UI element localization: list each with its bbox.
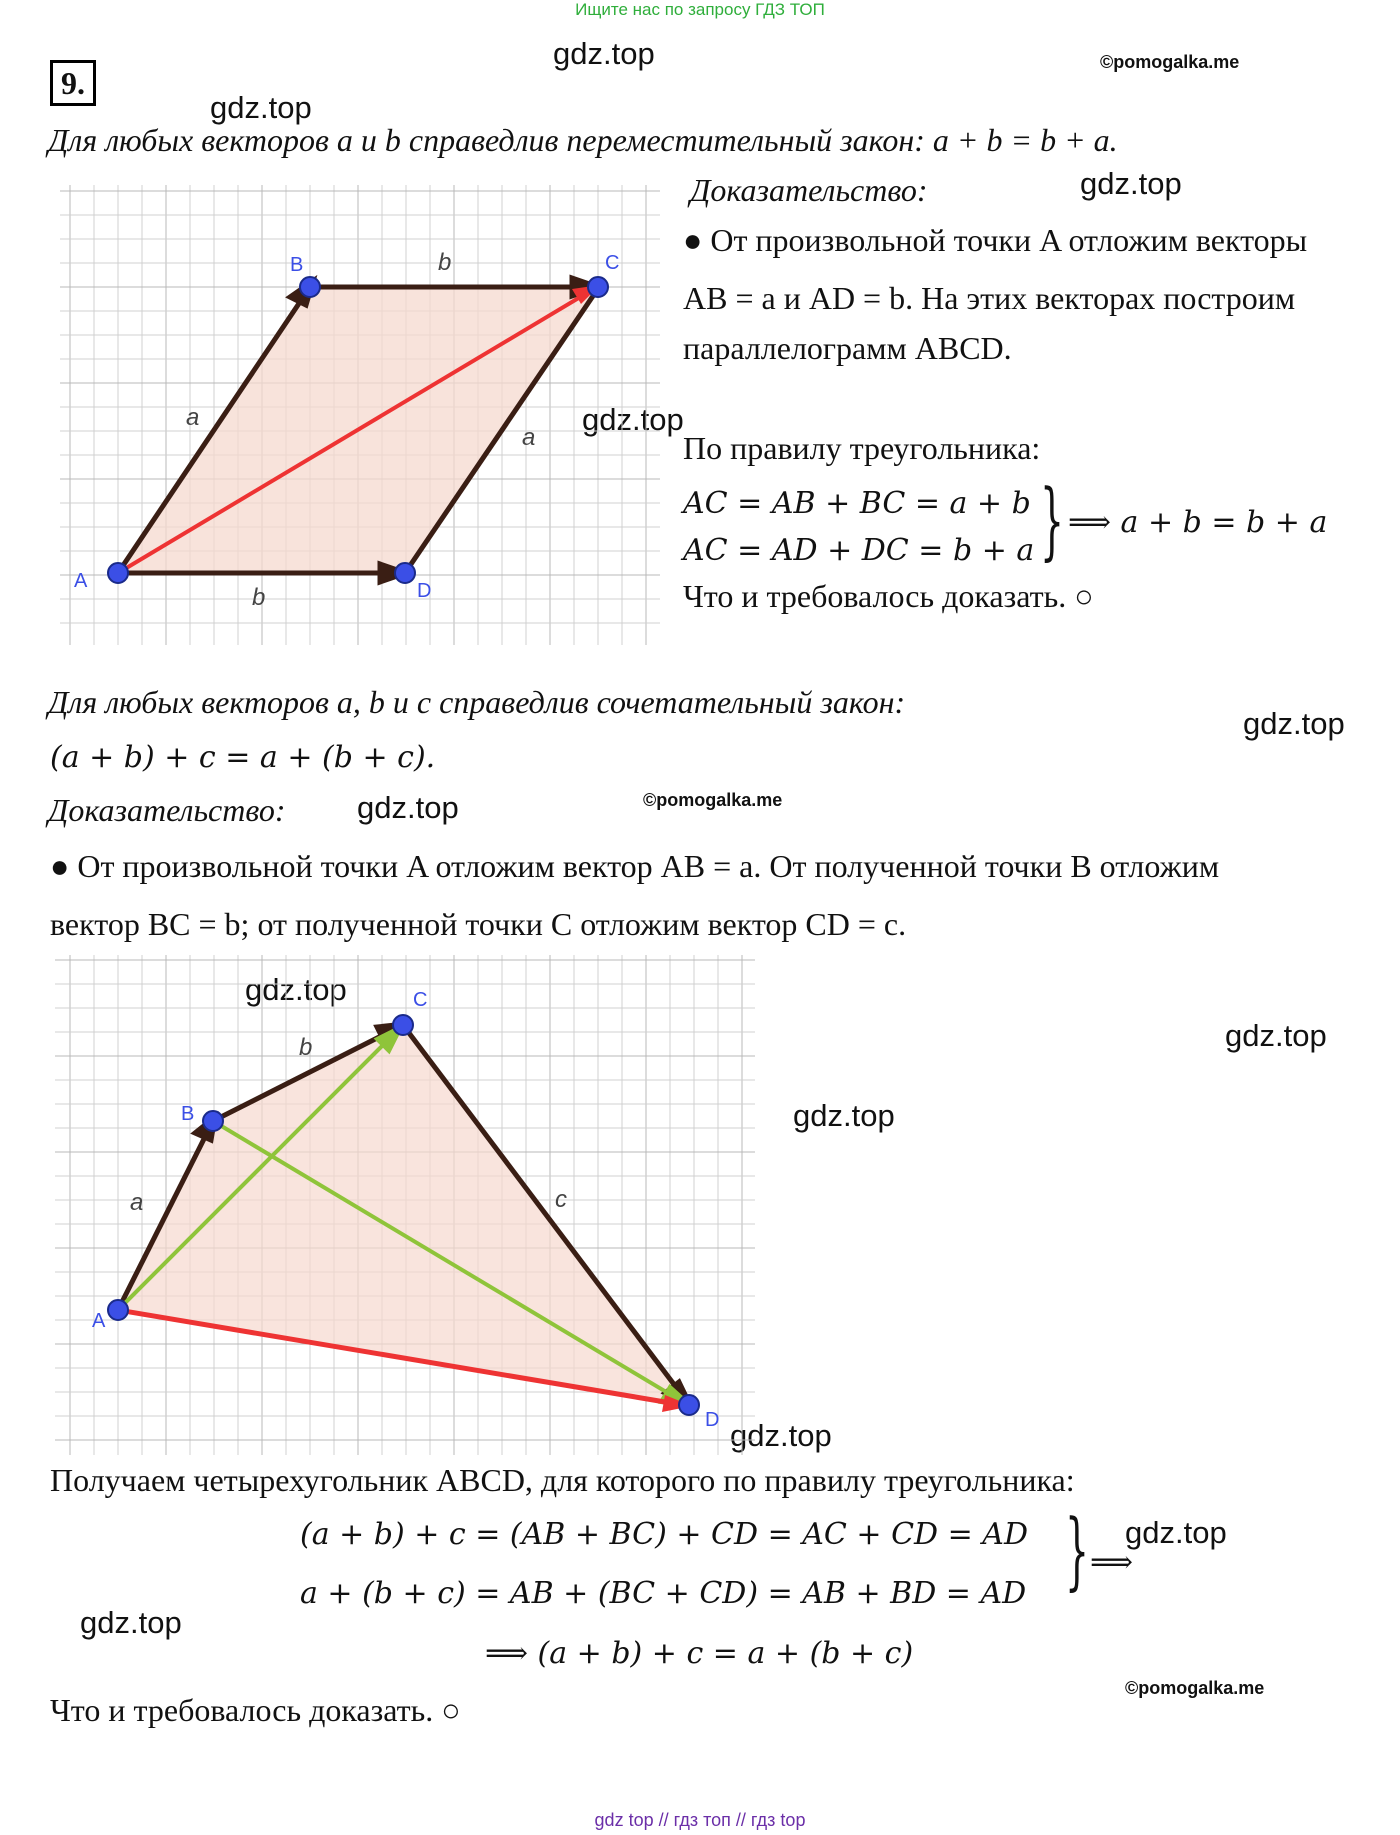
watermark-gdz: gdz.top <box>1243 706 1345 741</box>
problem-number: 9. <box>50 60 96 106</box>
watermark-gdz: gdz.top <box>730 1418 832 1453</box>
watermark-gdz: gdz.top <box>553 36 655 71</box>
part1-proof-line3: параллелограмм ABCD. <box>683 330 1012 366</box>
watermark-gdz: gdz.top <box>793 1098 895 1133</box>
footer-links[interactable]: gdz top // гдз топ // гдз top <box>594 1810 806 1830</box>
label-vec-a-right: a <box>522 424 536 451</box>
quadrilateral-fill <box>118 1025 689 1405</box>
quadrilateral-figure <box>55 955 755 1455</box>
part2-proof-label: Доказательство: <box>48 792 286 828</box>
watermark-copyright: ©pomogalka.me <box>643 790 783 810</box>
part2-proof-line1: ● От произвольной точки A отложим вектор AB = a. От полученной точки B отложим <box>50 848 1220 884</box>
parallelogram-figure <box>60 185 660 645</box>
part1-eq1: AC = AB + BC = a + b <box>683 486 1031 521</box>
label-vec-b-top: b <box>438 249 452 276</box>
label-b: B <box>181 1103 195 1125</box>
point-c <box>588 277 608 297</box>
part2-qed: Что и требовалось доказать. ○ <box>50 1692 461 1728</box>
point-b <box>203 1111 223 1131</box>
watermark-copyright: ©pomogalka.me <box>1100 52 1240 72</box>
part1-proof-line1: ● От произвольной точки A отложим векторы <box>683 222 1308 258</box>
part2-proof-line2: вектор BC = b; от полученной точки C отложим вектор CD = c. <box>50 906 907 942</box>
part2-eq1: (a + b) + c = (AB + BC) + CD = AC + CD = AD <box>300 1517 1028 1552</box>
watermark-copyright: ©pomogalka.me <box>1125 1678 1265 1698</box>
watermark-gdz: gdz.top <box>357 790 459 825</box>
part2-brace: } <box>1065 1501 1090 1599</box>
point-a <box>108 1300 128 1320</box>
part2-implies: ⟹ <box>1090 1545 1134 1580</box>
part2-statement-line1: Для любых векторов a, b и c справедлив сочетательный закон: <box>48 684 906 720</box>
watermark-gdz: gdz.top <box>1080 166 1182 201</box>
part1-proof-label: Доказательство: <box>690 172 928 208</box>
label-c: C <box>413 989 428 1011</box>
part1-rule-line: По правилу треугольника: <box>683 430 1041 466</box>
point-d <box>395 563 415 583</box>
part2-eq3: ⟹ (a + b) + c = a + (b + c) <box>485 1636 914 1671</box>
point-b <box>300 277 320 297</box>
label-vec-a-left: a <box>186 404 200 431</box>
part2-statement-line2: (a + b) + c = a + (b + c). <box>50 740 436 775</box>
part1-qed: Что и требовалось доказать. ○ <box>683 578 1094 614</box>
label-b: B <box>290 254 304 276</box>
part2-rule-line: Получаем четырехугольник ABCD, для которого по правилу треугольника: <box>50 1462 1075 1498</box>
watermark-gdz: gdz.top <box>210 90 312 125</box>
part1-conclusion: ⟹ a + b = b + a <box>1068 505 1328 540</box>
label-vec-a: a <box>130 1189 144 1216</box>
part1-proof-line2: AB = a и AD = b. На этих векторах построим <box>683 280 1296 316</box>
part2-eq2: a + (b + c) = AB + (BC + CD) = AB + BD = AD <box>300 1576 1027 1611</box>
watermark-gdz: gdz.top <box>1125 1515 1227 1550</box>
watermark-gdz: gdz.top <box>245 972 347 1007</box>
label-d: D <box>417 580 432 602</box>
label-vec-b: b <box>299 1034 313 1061</box>
label-vec-b-bottom: b <box>252 584 266 611</box>
watermark-gdz: gdz.top <box>582 402 684 437</box>
label-a: A <box>92 1310 106 1332</box>
point-d <box>679 1395 699 1415</box>
part1-brace: } <box>1040 471 1065 569</box>
point-c <box>393 1015 413 1035</box>
part1-statement: Для любых векторов a и b справедлив переместительный закон: a + b = b + a. <box>48 122 1118 158</box>
part1-eq2: AC = AD + DC = b + a <box>683 533 1035 568</box>
label-c: C <box>605 252 620 274</box>
label-a: A <box>74 570 88 592</box>
top-banner: Ищите нас по запросу ГДЗ ТОП <box>575 0 825 19</box>
label-d: D <box>705 1409 720 1431</box>
label-vec-c: c <box>555 1186 567 1213</box>
watermark-gdz: gdz.top <box>1225 1018 1327 1053</box>
point-a <box>108 563 128 583</box>
watermark-gdz: gdz.top <box>80 1605 182 1640</box>
